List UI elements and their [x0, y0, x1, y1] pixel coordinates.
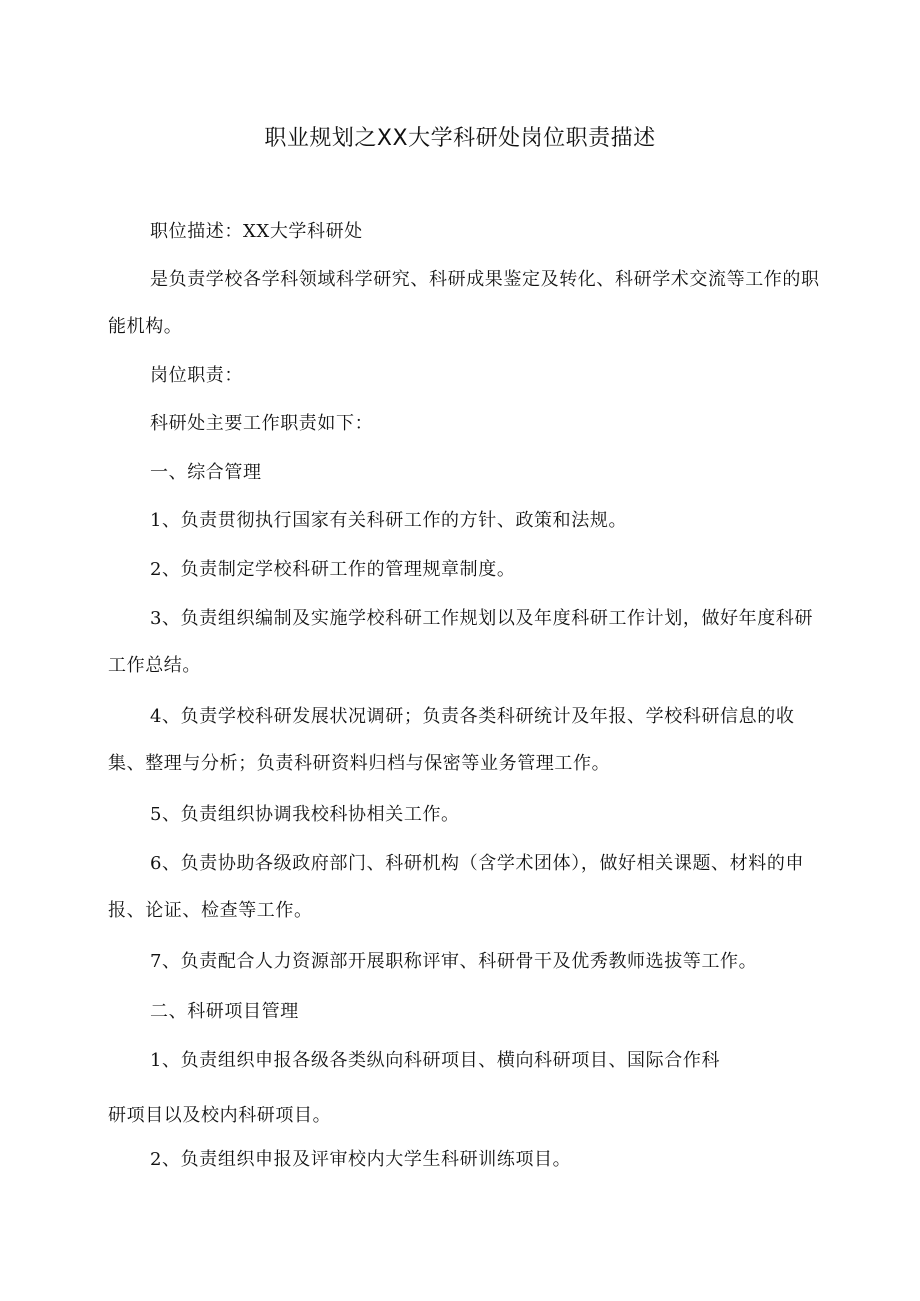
duty-item-7: 7、负责配合人力资源部开展职称评审、科研骨干及优秀教师选拔等工作。 — [150, 951, 758, 972]
duties-intro: 科研处主要工作职责如下： — [150, 413, 374, 434]
position-description: 职位描述：XX大学科研处 — [150, 221, 363, 242]
project-item-2: 2、负责组织申报及评审校内大学生科研训练项目。 — [150, 1149, 572, 1170]
document-title: 职业规划之XX大学科研处岗位职责描述 — [264, 126, 656, 151]
intro-paragraph: 是负责学校各学科领域科学研究、科研成果鉴定及转化、科研学术交流等工作的职能机构。 — [108, 269, 820, 337]
duties-heading: 岗位职责： — [150, 365, 243, 386]
duty-item-6: 6、负责协助各级政府部门、科研机构（含学术团体），做好相关课题、材料的申报、论证、检查等工作。 — [108, 853, 805, 921]
project-item-1-line-1: 1、负责组织申报各级各类纵向科研项目、横向科研项目、国际合作科 — [150, 1050, 721, 1071]
section-heading-research-projects: 二、科研项目管理 — [150, 1001, 299, 1022]
duty-item-4: 4、负责学校科研发展状况调研；负责各类科研统计及年报、学校科研信息的收集、整理与分析；负责科研资料归档与保密等业务管理工作。 — [108, 706, 795, 774]
duty-item-2: 2、负责制定学校科研工作的管理规章制度。 — [150, 559, 516, 580]
project-item-1-line-2: 研项目以及校内科研项目。 — [108, 1105, 332, 1126]
duty-item-3: 3、负责组织编制及实施学校科研工作规划以及年度科研工作计划，做好年度科研工作总结。 — [108, 608, 814, 676]
duty-item-5: 5、负责组织协调我校科协相关工作。 — [150, 804, 460, 825]
section-heading-general-management: 一、综合管理 — [150, 462, 262, 483]
duty-item-1: 1、负责贯彻执行国家有关科研工作的方针、政策和法规。 — [150, 510, 628, 531]
